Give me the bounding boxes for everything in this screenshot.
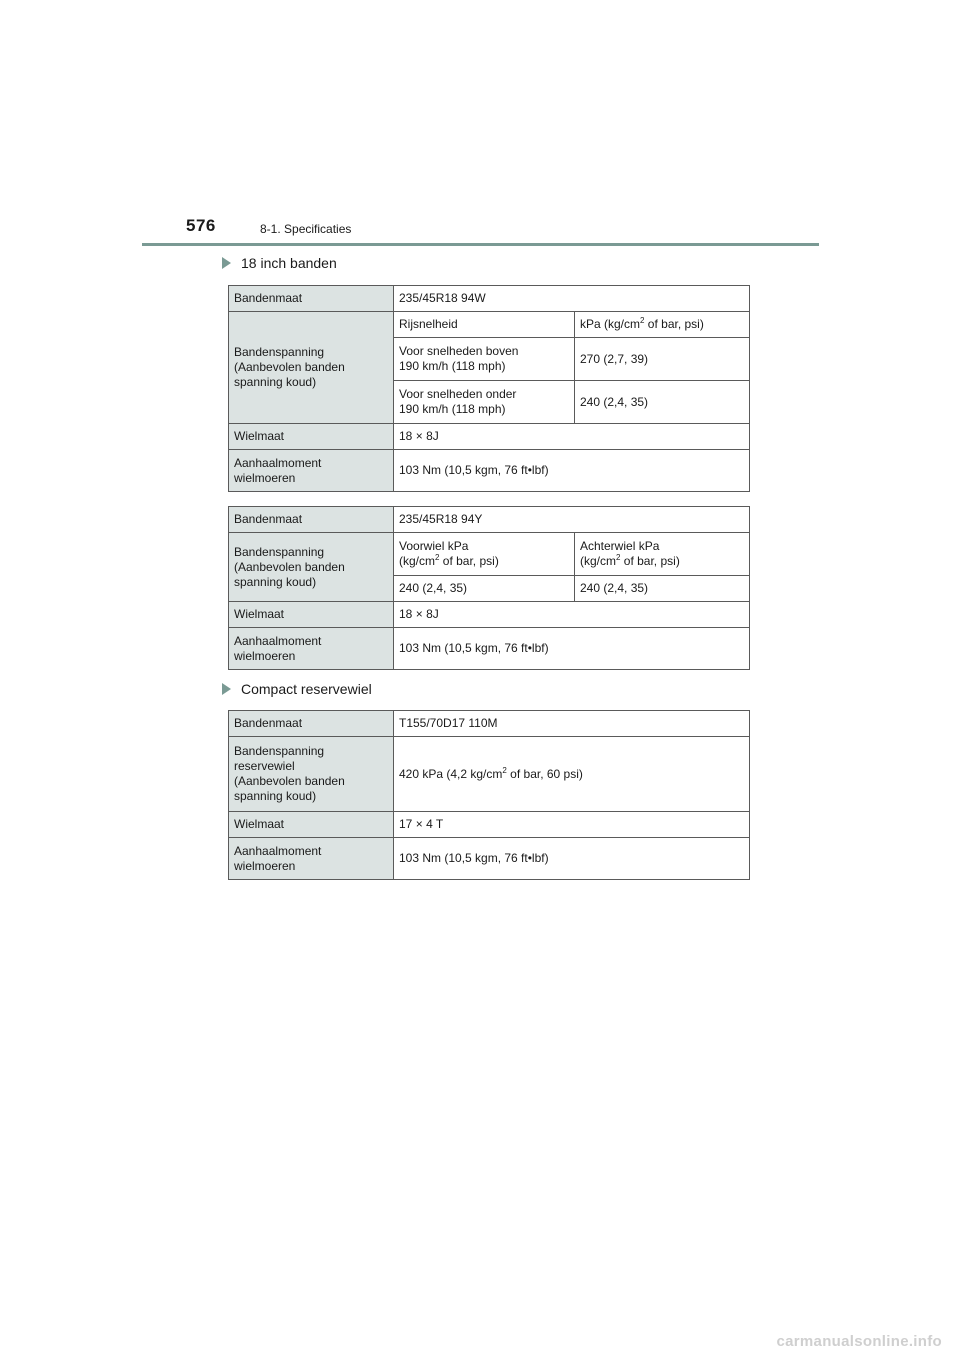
value-cell: 18 × 8J xyxy=(394,424,750,450)
value-cell: 17 × 4 T xyxy=(394,812,750,838)
value-cell: Voor snelheden boven 190 km/h (118 mph) xyxy=(394,338,575,381)
table-row xyxy=(229,602,750,628)
label-cell: Bandenspanning (Aanbevolen banden spanning koud) xyxy=(229,533,394,602)
heading-text: 18 inch banden xyxy=(241,255,337,271)
header-cell: Achterwiel kPa ($kg/cm^2$ of bar, psi) xyxy=(575,533,750,576)
table-row xyxy=(229,507,750,533)
header-cell: Rijsnelheid xyxy=(394,312,575,338)
table-row xyxy=(229,450,750,492)
label-cell: Aanhaalmoment wielmoeren xyxy=(229,838,394,880)
label-cell: Bandenmaat xyxy=(229,507,394,533)
arrow-bullet-icon xyxy=(222,683,231,695)
table-row xyxy=(229,711,750,737)
table-row xyxy=(229,838,750,880)
value-cell: 235/45R18 94Y xyxy=(394,507,750,533)
label-cell: Aanhaalmoment wielmoeren xyxy=(229,450,394,492)
header-cell: Voorwiel kPa ($kg/cm^2$ of bar, psi) xyxy=(394,533,575,576)
value-cell: 18 × 8J xyxy=(394,602,750,628)
heading-text: Compact reservewiel xyxy=(241,681,372,697)
label-cell: Wielmaat xyxy=(229,602,394,628)
value-cell: 103 Nm (10,5 kgm, 76 ft•lbf) xyxy=(394,450,750,492)
value-cell: 270 (2,7, 39) xyxy=(575,338,750,381)
label-cell: Bandenspanning reservewiel (Aanbevolen banden spanning koud) xyxy=(229,737,394,812)
value-cell: Voor snelheden onder 190 km/h (118 mph) xyxy=(394,381,575,424)
arrow-bullet-icon xyxy=(222,257,231,269)
table-row xyxy=(229,424,750,450)
header-cell: kPa ($kg/cm^2$ of bar, psi) xyxy=(575,312,750,338)
table-row xyxy=(229,737,750,812)
tire-spec-table-w xyxy=(228,285,750,492)
value-cell: 103 Nm (10,5 kgm, 76 ft•lbf) xyxy=(394,628,750,670)
header-rule xyxy=(142,243,819,246)
table-row xyxy=(229,628,750,670)
value-cell: T155/70D17 110M xyxy=(394,711,750,737)
section-title: 8-1. Specificaties xyxy=(260,222,352,236)
spare-tire-spec-table xyxy=(228,710,750,880)
value-cell: 240 (2,4, 35) xyxy=(394,576,575,602)
page-number: 576 xyxy=(186,216,216,235)
heading-18-inch xyxy=(222,255,337,271)
value-cell: 235/45R18 94W xyxy=(394,286,750,312)
label-cell: Bandenspanning (Aanbevolen banden spanning koud) xyxy=(229,312,394,424)
value-cell: 240 (2,4, 35) xyxy=(575,576,750,602)
table-row xyxy=(229,812,750,838)
value-cell: 103 Nm (10,5 kgm, 76 ft•lbf) xyxy=(394,838,750,880)
heading-compact-spare xyxy=(222,681,372,697)
value-cell: 420 kPa (4,2 $kg/cm^2$ of bar, 60 psi) xyxy=(394,737,750,812)
value-cell: 240 (2,4, 35) xyxy=(575,381,750,424)
watermark: carmanualsonline.info xyxy=(776,1333,942,1350)
table-row xyxy=(229,533,750,576)
table-row xyxy=(229,312,750,338)
label-cell: Wielmaat xyxy=(229,812,394,838)
label-cell: Aanhaalmoment wielmoeren xyxy=(229,628,394,670)
tire-spec-table-y xyxy=(228,506,750,670)
table-row xyxy=(229,286,750,312)
label-cell: Wielmaat xyxy=(229,424,394,450)
label-cell: Bandenmaat xyxy=(229,711,394,737)
label-cell: Bandenmaat xyxy=(229,286,394,312)
